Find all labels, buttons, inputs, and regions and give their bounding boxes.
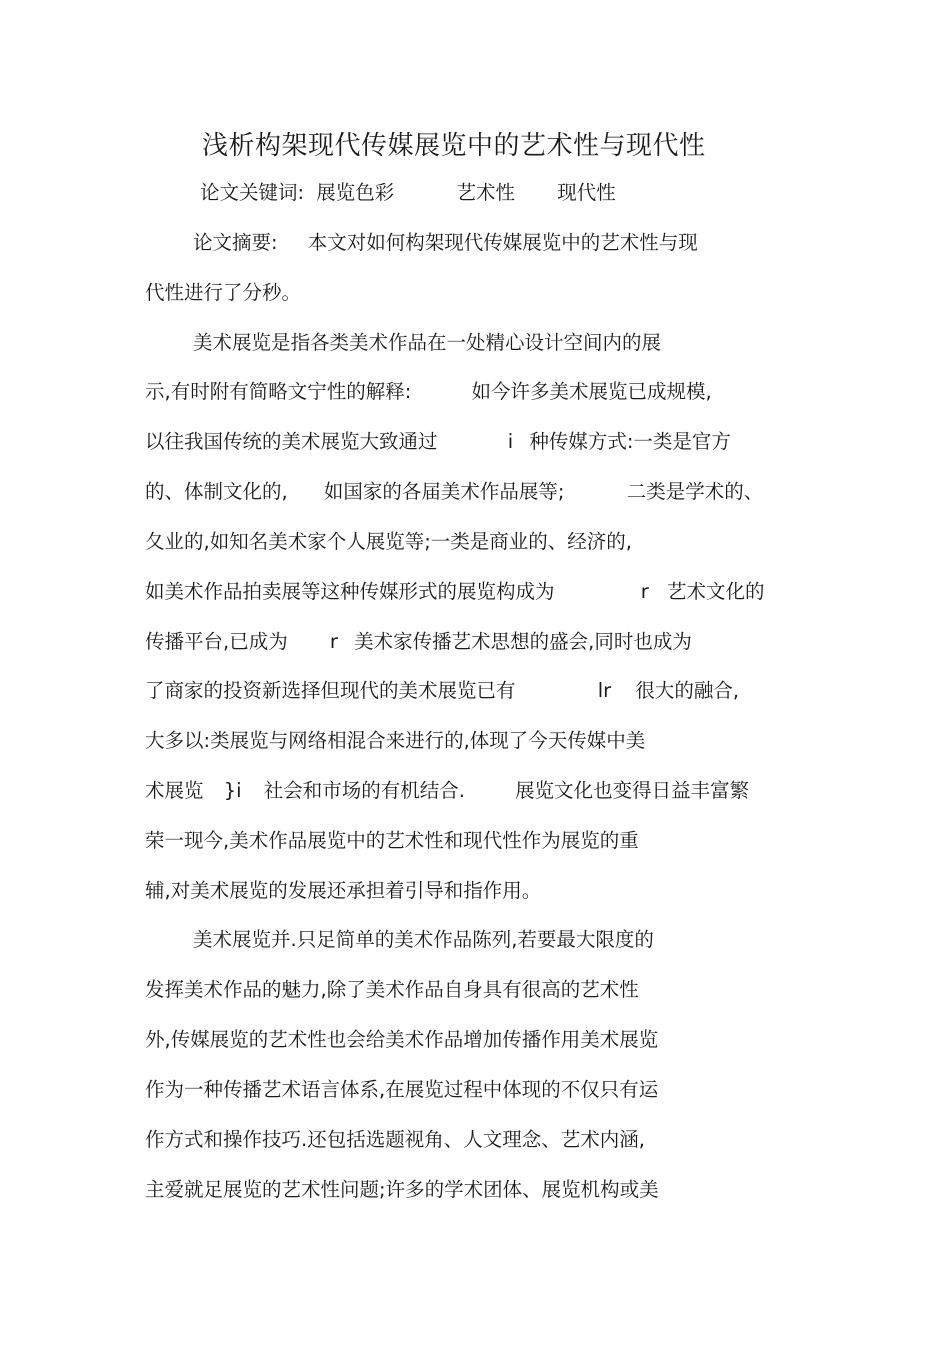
keyword-item: 现代性 [557,181,616,204]
body-text: 如美术作品拍卖展等这种传媒形式的展览构成为 [145,580,555,603]
body-text: 二类是学术的、 [626,480,764,503]
body-text: r [640,580,649,603]
body-text: 了商家的投资新选择但现代的美术展览已有 [145,679,516,702]
body-text: }i [223,779,242,802]
body-line [145,378,712,406]
body-text: 以往我国传统的美术展览大致通过 [145,430,438,453]
abstract-line [193,229,698,257]
body-line [145,578,764,606]
body-line [193,926,654,954]
body-line [145,1026,658,1054]
keyword-item: 展览色彩 [316,181,395,204]
body-line [193,329,661,357]
body-text: 的、体制文化的, [145,480,288,503]
body-text: 主爱就足展览的艺术性问题;许多的学术团体、展览机构或美 [145,1178,659,1201]
body-text: r [329,630,338,653]
body-text: 示,有时附有简略文宁性的解释: [145,380,412,403]
body-text: 大多以:类展览与网络相混合来进行的,体现了今天传媒中美 [145,729,646,752]
body-text: 作为一种传播艺术语言体系,在展览过程中体现的不仅只有运 [145,1078,659,1101]
body-text: 美术展览是指各类美术作品在一处精心设计空间内的展 [193,331,662,354]
body-text: 很大的融合, [635,679,740,702]
abstract-label: 论文摘要: [193,231,278,254]
body-text: i [507,430,514,453]
abstract-line: 代性进行了分秒。 [145,281,302,304]
body-line [145,1176,659,1204]
body-text: 发挥美术作品的魅力,除了美术作品自身具有很高的艺术性 [145,978,639,1001]
body-text: 术展览 [145,779,204,802]
body-text: 辅,对美术展览的发展还承担着引导和指作用。 [145,879,542,902]
body-line [145,1126,645,1154]
body-text: 荣一现今,美术作品展览中的艺术性和现代性作为展览的重 [145,829,639,852]
body-line [145,1076,658,1104]
document-title: 浅析构架现代传媒展览中的艺术性与现代性 [202,131,706,161]
body-line [145,976,639,1004]
body-line [145,528,632,556]
body-line [145,877,541,905]
abstract-text: 本文对如何构架现代传媒展览中的艺术性与现 [307,231,698,254]
keywords-label: 论文关键词: [200,181,305,204]
body-text: 美术展览并.只足简单的美术作品陈列,若要最大限度的 [193,928,654,951]
body-text: 美术家传播艺术思想的盛会,同时也成为 [354,630,692,653]
body-line [145,827,639,855]
body-text: 作方式和操作技巧.还包括选题视角、人文理念、艺术内涵, [145,1128,645,1151]
body-line [145,777,749,805]
body-text: lr [597,679,612,702]
body-text: 外,传媒展览的艺术性也会给美术作品增加传播作用美术展览 [145,1028,659,1051]
keywords-line [200,179,616,207]
body-line [145,428,731,456]
body-text: 种传媒方式:一类是官方 [529,430,731,453]
body-text: 艺术文化的 [666,580,765,603]
body-text: 夂业的,如知名美术家个人展览等;一类是商业的、经济的, [145,530,632,553]
keyword-item: 艺术性 [456,181,516,204]
body-line [145,478,763,506]
body-text: 展览文化也变得日益丰富繁 [515,779,750,802]
body-line [145,677,739,705]
body-text: 如国家的各届美术作品展等; [323,480,565,503]
body-text: 传播平台,已成为 [145,630,288,653]
body-line [145,628,692,656]
body-line [145,727,645,755]
body-text: 如今许多美术展览已成规模, [471,380,712,403]
body-text: 社会和市场的有机结合. [263,779,465,802]
